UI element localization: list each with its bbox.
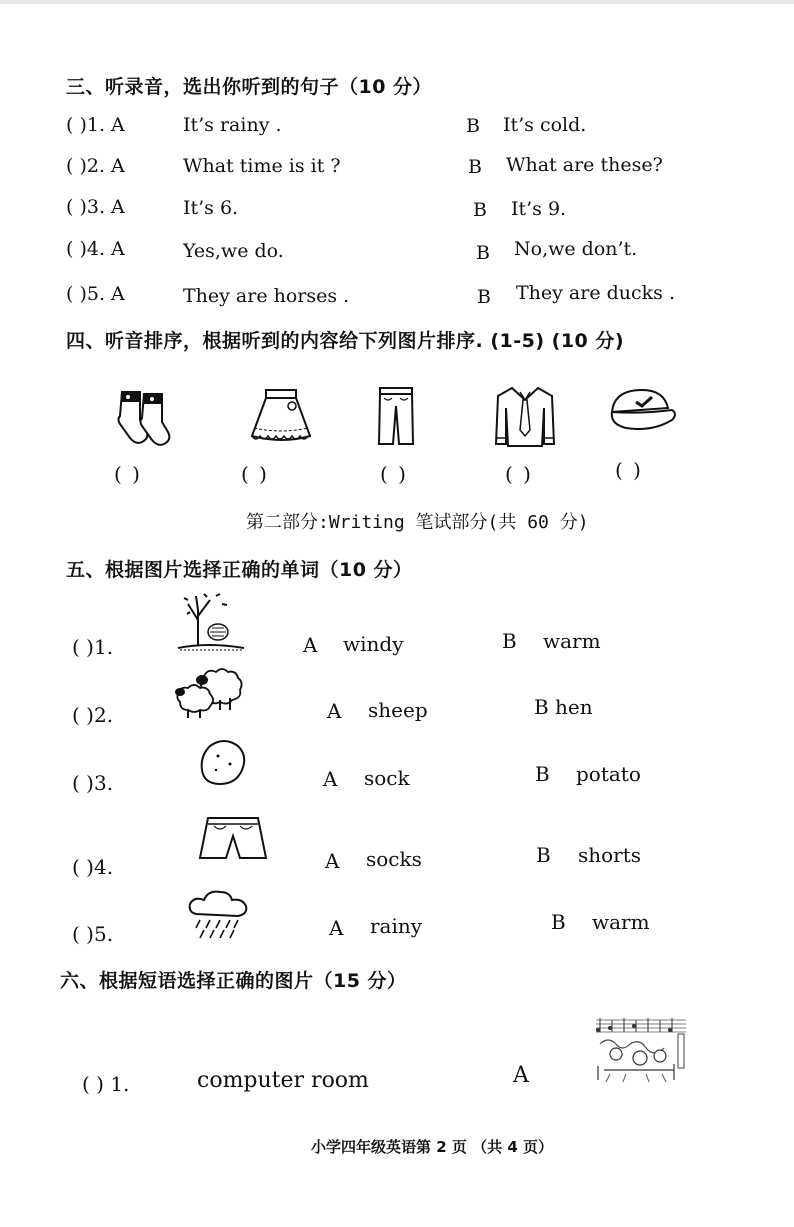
scan-edge	[0, 0, 794, 4]
section5-title: 五、根据图片选择正确的单词（10 分）	[66, 559, 413, 581]
s5-q2-option-a: sheep	[368, 698, 428, 722]
pants-icon	[376, 386, 416, 448]
s3-q1-b-letter: B	[466, 115, 480, 137]
s3-q3-b-letter: B	[473, 199, 487, 221]
s6-q1-option-a: A	[513, 1063, 529, 1088]
s5-q5-option-a: rainy	[370, 914, 423, 938]
s5-q4-option-a: socks	[366, 847, 422, 871]
potato-icon	[198, 738, 248, 788]
section6-title: 六、根据短语选择正确的图片（15 分）	[60, 970, 407, 992]
s5-q3-option-b: potato	[576, 762, 641, 786]
page-footer: 小学四年级英语第 2 页 （共 4 页）	[311, 1138, 553, 1156]
autumn-tree-icon	[176, 590, 246, 652]
s6-q1-phrase: computer room	[197, 1068, 369, 1093]
s3-q3-option-a: It’s 6.	[183, 197, 239, 219]
rain-cloud-icon	[186, 890, 252, 942]
s3-q2-option-b: What are these?	[506, 154, 663, 176]
s3-q2-number: ( )2. A	[66, 155, 125, 177]
socks-icon	[112, 388, 176, 446]
s3-q2-option-a: What time is it ?	[183, 155, 341, 177]
s5-q4-a-letter: A	[325, 849, 340, 873]
s5-q1-option-b: warm	[543, 629, 601, 653]
skirt-icon	[248, 388, 314, 446]
s4-blank-5[interactable]: ( )	[615, 458, 643, 482]
shirt-icon	[492, 384, 558, 450]
s3-q3-number: ( )3. A	[66, 196, 125, 218]
s3-q5-option-b: They are ducks .	[516, 282, 676, 304]
s3-q1-number: ( )1. A	[66, 114, 125, 136]
s3-q1-option-a: It’s rainy .	[183, 114, 282, 136]
music-room-icon	[590, 1014, 694, 1084]
s5-q2-a-letter: A	[327, 699, 342, 723]
s5-q5-a-letter: A	[329, 916, 344, 940]
s3-q4-number: ( )4. A	[66, 238, 125, 260]
s5-q2-option-b: B hen	[534, 695, 593, 719]
section4-title: 四、听音排序，根据听到的内容给下列图片排序. (1-5) (10 分)	[66, 330, 625, 352]
s5-q4-b-letter: B	[536, 843, 551, 867]
s5-q5-number: ( )5.	[72, 922, 114, 946]
s5-q3-a-letter: A	[323, 767, 338, 791]
s3-q5-number: ( )5. A	[66, 283, 125, 305]
s5-q4-number: ( )4.	[72, 855, 114, 879]
s5-q3-number: ( )3.	[72, 771, 114, 795]
s5-q1-a-letter: A	[303, 633, 318, 657]
s3-q5-b-letter: B	[477, 286, 491, 308]
s3-q4-option-b: No,we don’t.	[514, 238, 638, 260]
sheep-icon	[172, 664, 246, 720]
s5-q1-number: ( )1.	[72, 635, 114, 659]
s5-q5-b-letter: B	[551, 910, 566, 934]
s4-blank-3[interactable]: ( )	[380, 462, 408, 486]
shorts-icon	[198, 814, 268, 862]
section3-title: 三、听录音，选出你听到的句子（10 分）	[66, 76, 433, 98]
s3-q2-b-letter: B	[468, 156, 482, 178]
s6-q1-number: ( ) 1.	[82, 1072, 130, 1096]
s5-q3-b-letter: B	[535, 762, 550, 786]
part2-title: 第二部分:Writing 笔试部分(共 60 分)	[246, 512, 589, 533]
s3-q4-option-a: Yes,we do.	[183, 240, 284, 262]
s4-blank-2[interactable]: ( )	[241, 462, 269, 486]
s3-q4-b-letter: B	[476, 242, 490, 264]
s3-q5-option-a: They are horses .	[183, 285, 350, 307]
s5-q1-b-letter: B	[502, 629, 517, 653]
s4-blank-1[interactable]: ( )	[114, 462, 142, 486]
s3-q1-option-b: It’s cold.	[503, 114, 587, 136]
s4-blank-4[interactable]: ( )	[505, 462, 533, 486]
s5-q1-option-a: windy	[343, 632, 404, 656]
s5-q2-number: ( )2.	[72, 703, 114, 727]
s5-q5-option-b: warm	[592, 910, 650, 934]
s5-q3-option-a: sock	[364, 766, 410, 790]
s5-q4-option-b: shorts	[578, 843, 642, 867]
cap-icon	[606, 386, 678, 434]
s3-q3-option-b: It’s 9.	[511, 198, 567, 220]
